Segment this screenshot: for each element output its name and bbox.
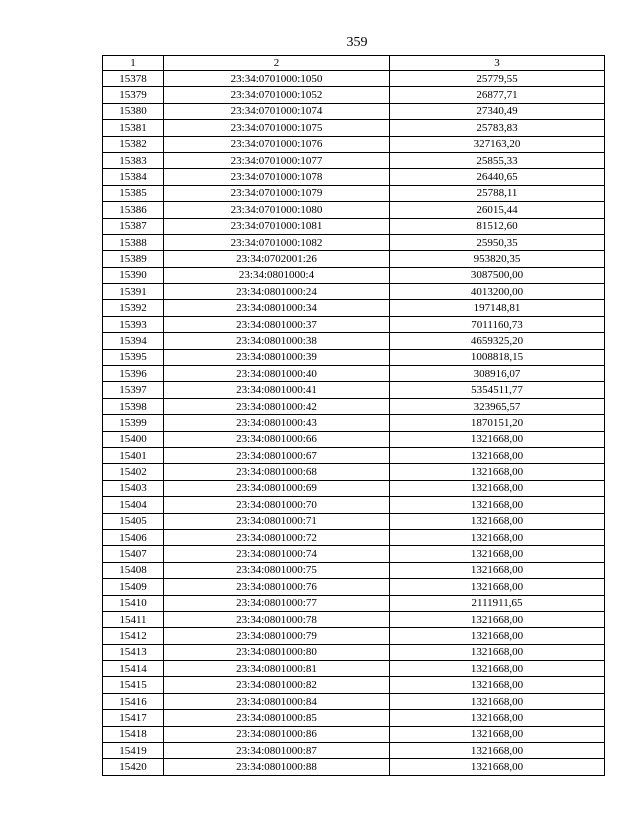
table-row xyxy=(103,464,605,480)
cadastral-number-cell: 23:34:0801000:4 xyxy=(164,267,390,283)
value-cell: 1321668,00 xyxy=(390,562,605,578)
table-row xyxy=(103,693,605,709)
cadastral-number-cell: 23:34:0801000:74 xyxy=(164,546,390,562)
row-number-cell: 15390 xyxy=(103,267,164,283)
table-row xyxy=(103,398,605,414)
row-number-cell: 15397 xyxy=(103,382,164,398)
cadastral-number-cell: 23:34:0801000:79 xyxy=(164,628,390,644)
table-row xyxy=(103,202,605,218)
cadastral-number-cell: 23:34:0801000:39 xyxy=(164,349,390,365)
table-row xyxy=(103,480,605,496)
row-number-cell: 15398 xyxy=(103,398,164,414)
value-cell: 81512,60 xyxy=(390,218,605,234)
cadastral-number-cell: 23:34:0701000:1081 xyxy=(164,218,390,234)
cadastral-number-cell: 23:34:0801000:37 xyxy=(164,316,390,332)
row-number-cell: 15413 xyxy=(103,644,164,660)
table-row xyxy=(103,513,605,529)
value-cell: 25783,83 xyxy=(390,120,605,136)
table-body xyxy=(103,71,605,776)
cadastral-number-cell: 23:34:0801000:70 xyxy=(164,497,390,513)
row-number-cell: 15399 xyxy=(103,415,164,431)
cadastral-number-cell: 23:34:0701000:1079 xyxy=(164,185,390,201)
value-cell: 1321668,00 xyxy=(390,546,605,562)
value-cell: 26877,71 xyxy=(390,87,605,103)
value-cell: 27340,49 xyxy=(390,103,605,119)
table-row xyxy=(103,382,605,398)
table-row xyxy=(103,218,605,234)
value-cell: 26440,65 xyxy=(390,169,605,185)
table-row xyxy=(103,333,605,349)
row-number-cell: 15396 xyxy=(103,366,164,382)
value-cell: 1321668,00 xyxy=(390,710,605,726)
table-row xyxy=(103,628,605,644)
value-cell: 25779,55 xyxy=(390,71,605,87)
cadastral-number-cell: 23:34:0801000:34 xyxy=(164,300,390,316)
row-number-cell: 15380 xyxy=(103,103,164,119)
value-cell: 1321668,00 xyxy=(390,743,605,759)
cadastral-number-cell: 23:34:0701000:1080 xyxy=(164,202,390,218)
row-number-cell: 15401 xyxy=(103,447,164,463)
value-cell: 26015,44 xyxy=(390,202,605,218)
value-cell: 1321668,00 xyxy=(390,513,605,529)
cadastral-number-cell: 23:34:0801000:75 xyxy=(164,562,390,578)
row-number-cell: 15404 xyxy=(103,497,164,513)
row-number-cell: 15403 xyxy=(103,480,164,496)
table-row xyxy=(103,562,605,578)
cadastral-number-cell: 23:34:0701000:1078 xyxy=(164,169,390,185)
row-number-cell: 15386 xyxy=(103,202,164,218)
table-row xyxy=(103,169,605,185)
row-number-cell: 15387 xyxy=(103,218,164,234)
registry-table xyxy=(102,55,605,776)
value-cell: 308916,07 xyxy=(390,366,605,382)
column-header-3: 3 xyxy=(390,56,605,71)
row-number-cell: 15412 xyxy=(103,628,164,644)
table-row xyxy=(103,677,605,693)
cadastral-number-cell: 23:34:0801000:40 xyxy=(164,366,390,382)
value-cell: 1321668,00 xyxy=(390,480,605,496)
row-number-cell: 15400 xyxy=(103,431,164,447)
table-row xyxy=(103,234,605,250)
value-cell: 25788,11 xyxy=(390,185,605,201)
table-row xyxy=(103,300,605,316)
cadastral-number-cell: 23:34:0701000:1077 xyxy=(164,152,390,168)
cadastral-number-cell: 23:34:0801000:88 xyxy=(164,759,390,775)
value-cell: 197148,81 xyxy=(390,300,605,316)
cadastral-number-cell: 23:34:0801000:24 xyxy=(164,284,390,300)
value-cell: 327163,20 xyxy=(390,136,605,152)
table-row xyxy=(103,579,605,595)
row-number-cell: 15381 xyxy=(103,120,164,136)
value-cell: 5354511,77 xyxy=(390,382,605,398)
table-row xyxy=(103,349,605,365)
row-number-cell: 15420 xyxy=(103,759,164,775)
row-number-cell: 15419 xyxy=(103,743,164,759)
table-row xyxy=(103,726,605,742)
row-number-cell: 15408 xyxy=(103,562,164,578)
row-number-cell: 15394 xyxy=(103,333,164,349)
cadastral-number-cell: 23:34:0702001:26 xyxy=(164,251,390,267)
row-number-cell: 15418 xyxy=(103,726,164,742)
table-row xyxy=(103,185,605,201)
row-number-cell: 15415 xyxy=(103,677,164,693)
row-number-cell: 15417 xyxy=(103,710,164,726)
cadastral-number-cell: 23:34:0801000:41 xyxy=(164,382,390,398)
table-row xyxy=(103,743,605,759)
cadastral-number-cell: 23:34:0801000:82 xyxy=(164,677,390,693)
table-row xyxy=(103,497,605,513)
row-number-cell: 15409 xyxy=(103,579,164,595)
table-row xyxy=(103,87,605,103)
value-cell: 4013200,00 xyxy=(390,284,605,300)
table-row xyxy=(103,120,605,136)
row-number-cell: 15405 xyxy=(103,513,164,529)
value-cell: 1321668,00 xyxy=(390,579,605,595)
cadastral-number-cell: 23:34:0801000:43 xyxy=(164,415,390,431)
table-header-row xyxy=(103,56,605,71)
table-row xyxy=(103,546,605,562)
value-cell: 1008818,15 xyxy=(390,349,605,365)
value-cell: 2111911,65 xyxy=(390,595,605,611)
row-number-cell: 15402 xyxy=(103,464,164,480)
table-row xyxy=(103,447,605,463)
cadastral-number-cell: 23:34:0801000:68 xyxy=(164,464,390,480)
value-cell: 25950,35 xyxy=(390,234,605,250)
page-number: 359 xyxy=(346,35,368,50)
cadastral-number-cell: 23:34:0801000:81 xyxy=(164,661,390,677)
table-row xyxy=(103,251,605,267)
value-cell: 1321668,00 xyxy=(390,693,605,709)
table-row xyxy=(103,366,605,382)
row-number-cell: 15388 xyxy=(103,234,164,250)
table-row xyxy=(103,759,605,775)
cadastral-number-cell: 23:34:0801000:71 xyxy=(164,513,390,529)
table-row xyxy=(103,103,605,119)
value-cell: 1321668,00 xyxy=(390,726,605,742)
table-row xyxy=(103,415,605,431)
column-header-2: 2 xyxy=(164,56,390,71)
value-cell: 1321668,00 xyxy=(390,431,605,447)
cadastral-number-cell: 23:34:0801000:78 xyxy=(164,611,390,627)
row-number-cell: 15385 xyxy=(103,185,164,201)
value-cell: 1321668,00 xyxy=(390,529,605,545)
value-cell: 1321668,00 xyxy=(390,661,605,677)
row-number-cell: 15391 xyxy=(103,284,164,300)
cadastral-number-cell: 23:34:0801000:38 xyxy=(164,333,390,349)
row-number-cell: 15382 xyxy=(103,136,164,152)
column-header-1: 1 xyxy=(103,56,164,71)
cadastral-number-cell: 23:34:0801000:87 xyxy=(164,743,390,759)
cadastral-number-cell: 23:34:0801000:84 xyxy=(164,693,390,709)
table-row xyxy=(103,710,605,726)
cadastral-number-cell: 23:34:0801000:86 xyxy=(164,726,390,742)
cadastral-number-cell: 23:34:0701000:1075 xyxy=(164,120,390,136)
cadastral-number-cell: 23:34:0801000:42 xyxy=(164,398,390,414)
table-row xyxy=(103,644,605,660)
value-cell: 953820,35 xyxy=(390,251,605,267)
table-row xyxy=(103,284,605,300)
cadastral-number-cell: 23:34:0701000:1052 xyxy=(164,87,390,103)
row-number-cell: 15411 xyxy=(103,611,164,627)
cadastral-number-cell: 23:34:0801000:77 xyxy=(164,595,390,611)
cadastral-number-cell: 23:34:0701000:1076 xyxy=(164,136,390,152)
row-number-cell: 15392 xyxy=(103,300,164,316)
row-number-cell: 15383 xyxy=(103,152,164,168)
value-cell: 3087500,00 xyxy=(390,267,605,283)
cadastral-number-cell: 23:34:0701000:1074 xyxy=(164,103,390,119)
table-row xyxy=(103,431,605,447)
value-cell: 1321668,00 xyxy=(390,497,605,513)
table-row xyxy=(103,595,605,611)
row-number-cell: 15379 xyxy=(103,87,164,103)
value-cell: 4659325,20 xyxy=(390,333,605,349)
cadastral-number-cell: 23:34:0801000:72 xyxy=(164,529,390,545)
value-cell: 1321668,00 xyxy=(390,677,605,693)
row-number-cell: 15389 xyxy=(103,251,164,267)
table-row xyxy=(103,136,605,152)
row-number-cell: 15393 xyxy=(103,316,164,332)
row-number-cell: 15384 xyxy=(103,169,164,185)
row-number-cell: 15414 xyxy=(103,661,164,677)
value-cell: 1321668,00 xyxy=(390,611,605,627)
row-number-cell: 15395 xyxy=(103,349,164,365)
table-row xyxy=(103,611,605,627)
value-cell: 1321668,00 xyxy=(390,628,605,644)
cadastral-number-cell: 23:34:0701000:1082 xyxy=(164,234,390,250)
cadastral-number-cell: 23:34:0801000:76 xyxy=(164,579,390,595)
row-number-cell: 15407 xyxy=(103,546,164,562)
row-number-cell: 15406 xyxy=(103,529,164,545)
value-cell: 1321668,00 xyxy=(390,644,605,660)
value-cell: 1870151,20 xyxy=(390,415,605,431)
value-cell: 323965,57 xyxy=(390,398,605,414)
table-row xyxy=(103,316,605,332)
value-cell: 1321668,00 xyxy=(390,447,605,463)
value-cell: 25855,33 xyxy=(390,152,605,168)
cadastral-number-cell: 23:34:0801000:66 xyxy=(164,431,390,447)
table-row xyxy=(103,661,605,677)
cadastral-number-cell: 23:34:0801000:85 xyxy=(164,710,390,726)
cadastral-number-cell: 23:34:0701000:1050 xyxy=(164,71,390,87)
row-number-cell: 15416 xyxy=(103,693,164,709)
value-cell: 1321668,00 xyxy=(390,464,605,480)
table-row xyxy=(103,71,605,87)
cadastral-number-cell: 23:34:0801000:80 xyxy=(164,644,390,660)
value-cell: 1321668,00 xyxy=(390,759,605,775)
row-number-cell: 15378 xyxy=(103,71,164,87)
cadastral-number-cell: 23:34:0801000:67 xyxy=(164,447,390,463)
table-row xyxy=(103,152,605,168)
cadastral-number-cell: 23:34:0801000:69 xyxy=(164,480,390,496)
row-number-cell: 15410 xyxy=(103,595,164,611)
value-cell: 7011160,73 xyxy=(390,316,605,332)
table-row xyxy=(103,267,605,283)
table-row xyxy=(103,529,605,545)
